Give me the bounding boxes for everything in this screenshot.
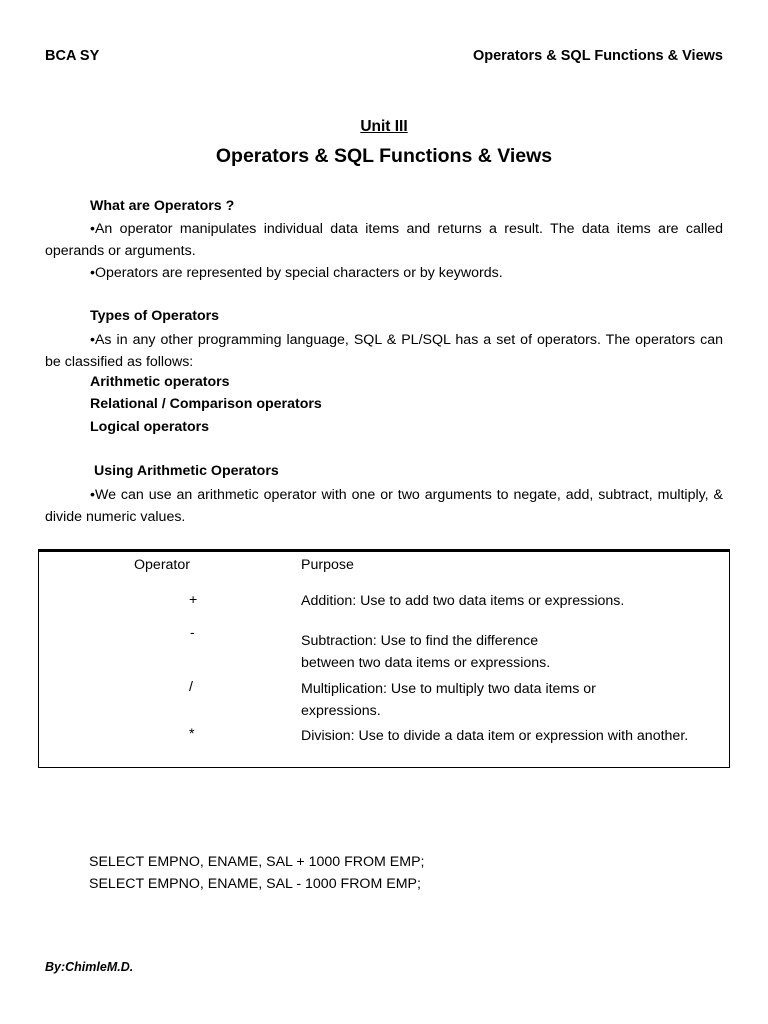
operators-table [38,549,730,768]
header-left: BCA SY [45,48,100,64]
table-row-purpose: Division: Use to divide a data item or expression with another. [301,728,689,744]
table-row-purpose: Addition: Use to add two data items or expressions. [301,593,625,609]
types-item-relational: Relational / Comparison operators [90,396,322,412]
page-title: Operators & SQL Functions & Views [215,145,553,167]
table-row-op: - [190,625,195,641]
table-row-purpose: Multiplication: Use to multiply two data items or [301,681,596,697]
types-paragraph: •As in any other programming language, SQL & PL/SQL has a set of operators. The operators can be classified as follows: [45,332,723,370]
table-row-purpose: expressions. [301,703,381,719]
table-row-op: / [189,679,193,695]
footer-author: By:ChimleM.D. [45,960,134,974]
types-item-arithmetic: Arithmetic operators [90,374,230,390]
table-row-purpose: Subtraction: Use to find the difference [301,633,539,649]
code-line-2: SELECT EMPNO, ENAME, SAL - 1000 FROM EMP; [89,876,421,892]
table-header-purpose: Purpose [301,557,354,573]
arith-paragraph: •We can use an arithmetic operator with one or two arguments to negate, add, subtract, multiply, & divide numeric values. [45,487,723,525]
types-heading: Types of Operators [90,308,220,324]
unit-label: Unit III [360,118,408,135]
what-paragraph-1: •An operator manipulates individual data items and returns a result. The data items are called operands or arguments. [45,221,723,259]
code-line-1: SELECT EMPNO, ENAME, SAL + 1000 FROM EMP; [89,854,425,870]
table-header-operator: Operator [134,557,190,573]
what-paragraph-2: •Operators are represented by special characters or by keywords. [90,265,503,281]
table-row-purpose: between two data items or expressions. [301,655,551,671]
arith-heading: Using Arithmetic Operators [94,463,279,479]
table-row-op: * [189,726,195,742]
header-right: Operators & SQL Functions & Views [472,48,723,64]
what-heading: What are Operators ? [90,198,235,214]
table-row-op: + [189,592,198,608]
types-item-logical: Logical operators [90,419,210,435]
